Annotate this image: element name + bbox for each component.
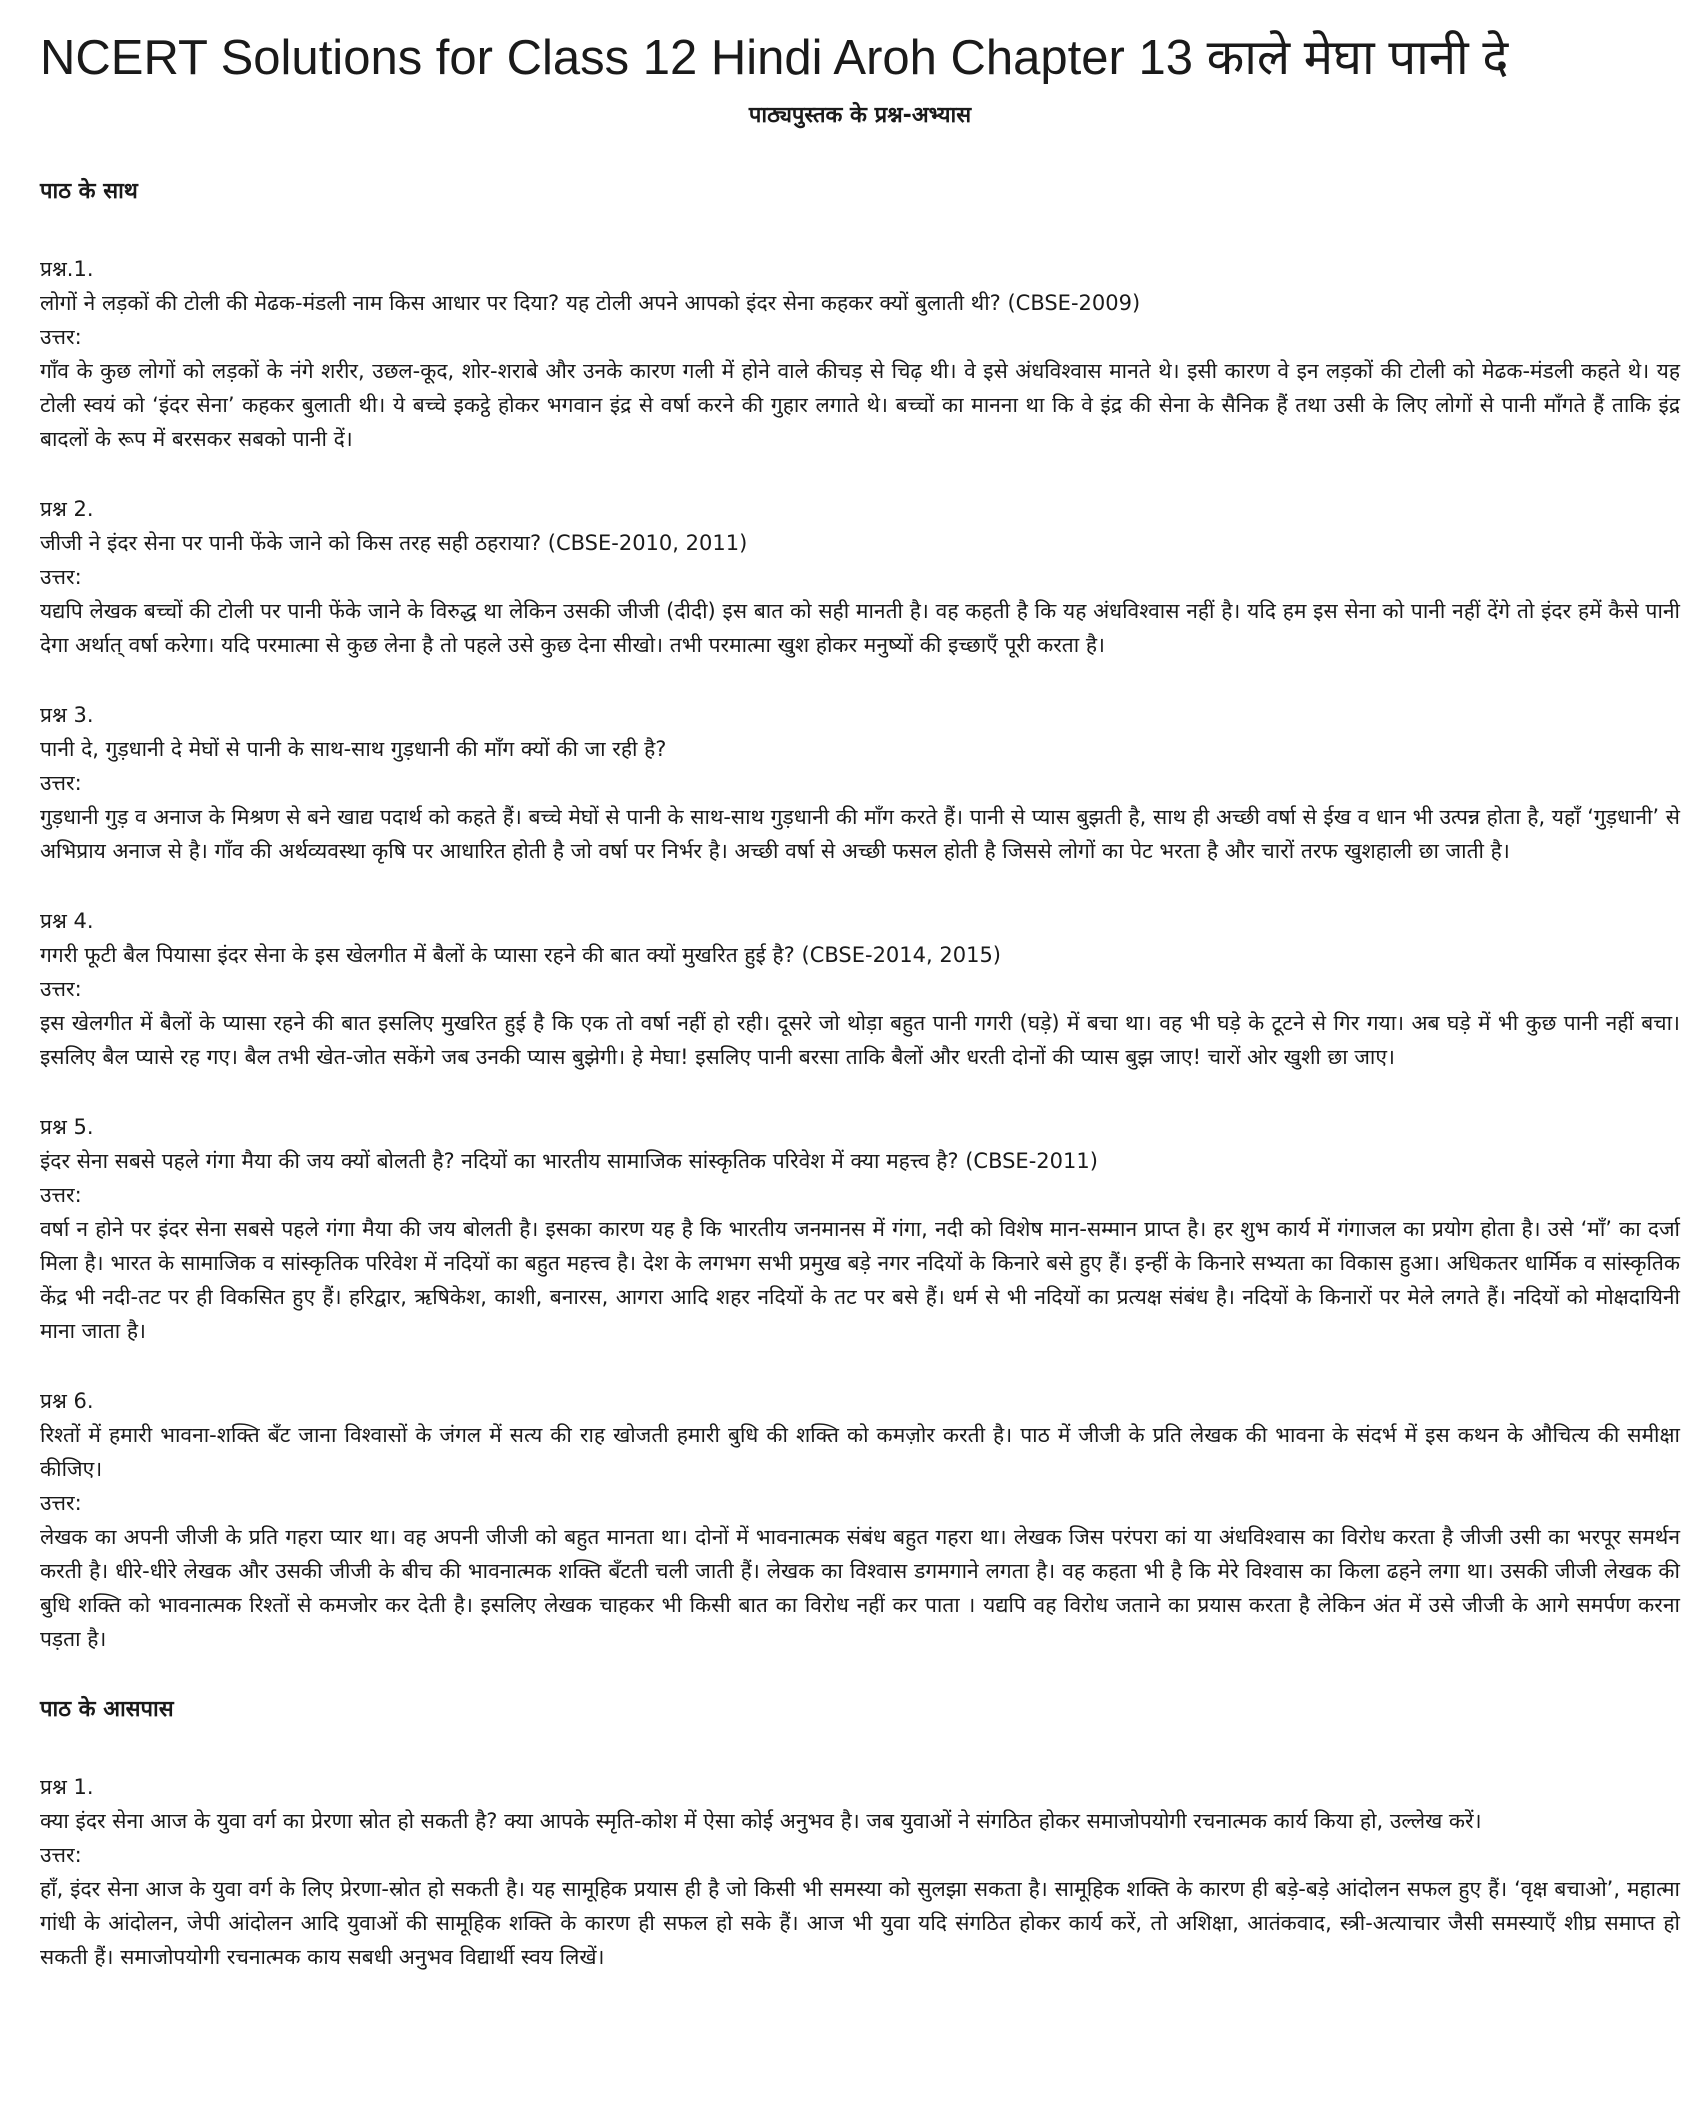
question-number: प्रश्न 1. bbox=[40, 1775, 94, 1799]
document-page bbox=[40, 22, 1680, 2010]
question-text: पानी दे, गुड़धानी दे मेघों से पानी के साथ-साथ गुड़धानी की माँग क्यों की जा रही है? bbox=[40, 737, 667, 761]
answer-label: उत्तर: bbox=[40, 977, 82, 1001]
answer-text: हाँ, इंदर सेना आज के युवा वर्ग के लिए प्रेरणा-स्रोत हो सकती है। यह सामूहिक प्रयास ही है जो किसी भी समस्या को सुलझा सकता है। सामूहिक शक्ति के कारण ही बड़े-बड़े आंदोलन सफल हुए हैं। ‘वृक्ष बचाओ’, महात्मा गांधी के आंदोलन, जेपी आंदोलन आदि युवाओं की सामूहिक शक्ति के कारण ही सफल हो सके हैं। आज भी युवा यदि संगठित होकर कार्य करें, तो अशिक्षा, आतंकवाद, स्त्री-अत्याचार जैसी समस्याएँ शीघ्र समाप्त हो सकती हैं। समाजोपयोगी रचनात्मक काय सबधी अनुभव विद्यार्थी स्वय लिखें। bbox=[40, 1877, 1680, 1969]
page-subtitle: पाठ्यपुस्तक के प्रश्न-अभ्यास bbox=[748, 103, 972, 128]
answer-text: वर्षा न होने पर इंदर सेना सबसे पहले गंगा मैया की जय बोलती है। इसका कारण यह है कि भारतीय जनमानस में गंगा, नदी को विशेष मान-सम्मान प्राप्त है। हर शुभ कार्य में गंगाजल का प्रयोग होता है। उसे ‘माँ’ का दर्जा मिला है। भारत के सामाजिक व सांस्कृतिक परिवेश में नदियों का बहुत महत्त्व है। देश के लगभग सभी प्रमुख बड़े नगर नदियों के किनारे बसे हुए हैं। इन्हीं के किनारे सभ्यता का विकास हुआ। अधिकतर धार्मिक व सांस्कृतिक केंद्र भी नदी-तट पर ही विकसित हुए हैं। हरिद्वार, ऋषिकेश, काशी, बनारस, आगरा आदि शहर नदियों के तट पर बसे हैं। धर्म से भी नदियों का प्रत्यक्ष संबंध है। नदियों के किनारों पर मेले लगते हैं। नदियों को मोक्षदायिनी माना जाता है। bbox=[40, 1217, 1680, 1343]
answer-text: गुड़धानी गुड़ व अनाज के मिश्रण से बने खाद्य पदार्थ को कहते हैं। बच्चे मेघों से पानी के साथ-साथ गुड़धानी की माँग करते हैं। पानी से प्यास बुझती है, साथ ही अच्छी वर्षा से ईख व धान भी उत्पन्न होता है, यहाँ ‘गुड़धानी’ से अभिप्राय अनाज से है। गाँव की अर्थव्यवस्था कृषि पर आधारित होती है जो वर्षा पर निर्भर है। अच्छी वर्षा से अच्छी फसल होती है जिससे लोगों का पेट भरता है और चारों तरफ खुशहाली छा जाती है। bbox=[40, 805, 1680, 863]
question-block bbox=[40, 1384, 1680, 1656]
page-title: NCERT Solutions for Class 12 Hindi Aroh Chapter 13 काले मेघा पानी दे bbox=[40, 31, 1509, 85]
answer-text: लेखक का अपनी जीजी के प्रति गहरा प्यार था। वह अपनी जीजी को बहुत मानता था। दोनों में भावनात्मक संबंध बहुत गहरा था। लेखक जिस परंपरा कां या अंधविश्वास का विरोध करता है जीजी उसी का भरपूर समर्थन करती है। धीरे-धीरे लेखक और उसकी जीजी के बीच की भावनात्मक शक्ति बँटती चली जाती हैं। लेखक का विश्वास डगमगाने लगता है। वह कहता भी है कि मेरे विश्वास का किला ढहने लगा था। उसकी जीजी लेखक की बुधि शक्ति को भावनात्मक रिश्तों से कमजोर कर देती है। इसलिए लेखक चाहकर भी किसी बात का विरोध नहीं कर पाता । यद्यपि वह विरोध जताने का प्रयास करता है लेकिन अंत में उसे जीजी के आगे समर्पण करना पड़ता है। bbox=[40, 1525, 1680, 1651]
section-heading: पाठ के आसपास bbox=[40, 1697, 174, 1722]
question-number: प्रश्न 3. bbox=[40, 703, 94, 727]
question-block bbox=[40, 904, 1680, 1074]
question-number: प्रश्न.1. bbox=[40, 257, 94, 281]
question-block bbox=[40, 1770, 1680, 1974]
question-number: प्रश्न 5. bbox=[40, 1115, 94, 1139]
question-number: प्रश्न 2. bbox=[40, 497, 94, 521]
answer-text: गाँव के कुछ लोगों को लड़कों के नंगे शरीर, उछल-कूद, शोर-शराबे और उनके कारण गली में होने वाले कीचड़ से चिढ़ थी। वे इसे अंधविश्वास मानते थे। इसी कारण वे इन लड़कों की टोली को मेढक-मंडली कहते थे। यह टोली स्वयं को ‘इंदर सेना’ कहकर बुलाती थी। ये बच्चे इकट्ठे होकर भगवान इंद्र से वर्षा करने की गुहार लगाते थे। बच्चों का मानना था कि वे इंद्र की सेना के सैनिक हैं तथा उसी के लिए लोगों से पानी माँगते हैं ताकि इंद्र बादलों के रूप में बरसकर सबको पानी दें। bbox=[40, 359, 1680, 451]
answer-text: इस खेलगीत में बैलों के प्यासा रहने की बात इसलिए मुखरित हुई है कि एक तो वर्षा नहीं हो रही। दूसरे जो थोड़ा बहुत पानी गगरी (घड़े) में बचा था। वह भी घड़े के टूटने से गिर गया। अब घड़े में भी कुछ पानी नहीं बचा। इसलिए बैल प्यासे रह गए। बैल तभी खेत-जोत सकेंगे जब उनकी प्यास बुझेगी। हे मेघा! इसलिए पानी बरसा ताकि बैलों और धरती दोनों की प्यास बुझ जाए! चारों ओर खुशी छा जाए। bbox=[40, 1011, 1680, 1069]
answer-label: उत्तर: bbox=[40, 1843, 82, 1867]
question-text: गगरी फूटी बैल पियासा इंदर सेना के इस खेलगीत में बैलों के प्यासा रहने की बात क्यों मुखरित हुई है? (CBSE-2014, 2015) bbox=[40, 943, 1002, 967]
question-number: प्रश्न 6. bbox=[40, 1389, 94, 1413]
answer-label: उत्तर: bbox=[40, 1183, 82, 1207]
question-text: रिश्तों में हमारी भावना-शक्ति बँट जाना विश्वासों के जंगल में सत्य की राह खोजती हमारी बुधि की शक्ति को कमज़ोर करती है। पाठ में जीजी के प्रति लेखक की भावना के संदर्भ में इस कथन के औचित्य की समीक्षा कीजिए। bbox=[40, 1423, 1680, 1481]
answer-label: उत्तर: bbox=[40, 325, 82, 349]
answer-text: यद्यपि लेखक बच्चों की टोली पर पानी फेंके जाने के विरुद्ध था लेकिन उसकी जीजी (दीदी) इस बात को सही मानती है। वह कहती है कि यह अंधविश्वास नहीं है। यदि हम इस सेना को पानी नहीं देंगे तो इंदर हमें कैसे पानी देगा अर्थात् वर्षा करेगा। यदि परमात्मा से कुछ लेना है तो पहले उसे कुछ देना सीखो। तभी परमात्मा खुश होकर मनुष्यों की इच्छाएँ पूरी करता है। bbox=[40, 599, 1680, 657]
question-block bbox=[40, 698, 1680, 868]
question-text: क्या इंदर सेना आज के युवा वर्ग का प्रेरणा स्रोत हो सकती है? क्या आपके स्मृति-कोश में ऐसा कोई अनुभव है। जब युवाओं ने संगठित होकर समाजोपयोगी रचनात्मक कार्य किया हो, उल्लेख करें। bbox=[40, 1809, 1482, 1833]
question-number: प्रश्न 4. bbox=[40, 909, 94, 933]
answer-label: उत्तर: bbox=[40, 565, 82, 589]
question-text: इंदर सेना सबसे पहले गंगा मैया की जय क्यों बोलती है? नदियों का भारतीय सामाजिक सांस्कृतिक परिवेश में क्या महत्त्व है? (CBSE-2011) bbox=[40, 1149, 1098, 1173]
question-text: लोगों ने लड़कों की टोली की मेढक-मंडली नाम किस आधार पर दिया? यह टोली अपने आपको इंदर सेना कहकर क्यों बुलाती थी? (CBSE-2009) bbox=[40, 291, 1141, 315]
question-block bbox=[40, 252, 1680, 456]
question-block bbox=[40, 492, 1680, 662]
answer-label: उत्तर: bbox=[40, 771, 82, 795]
section-heading: पाठ के साथ bbox=[40, 179, 138, 204]
answer-label: उत्तर: bbox=[40, 1491, 82, 1515]
question-text: जीजी ने इंदर सेना पर पानी फेंके जाने को किस तरह सही ठहराया? (CBSE-2010, 2011) bbox=[40, 531, 748, 555]
question-block bbox=[40, 1110, 1680, 1348]
